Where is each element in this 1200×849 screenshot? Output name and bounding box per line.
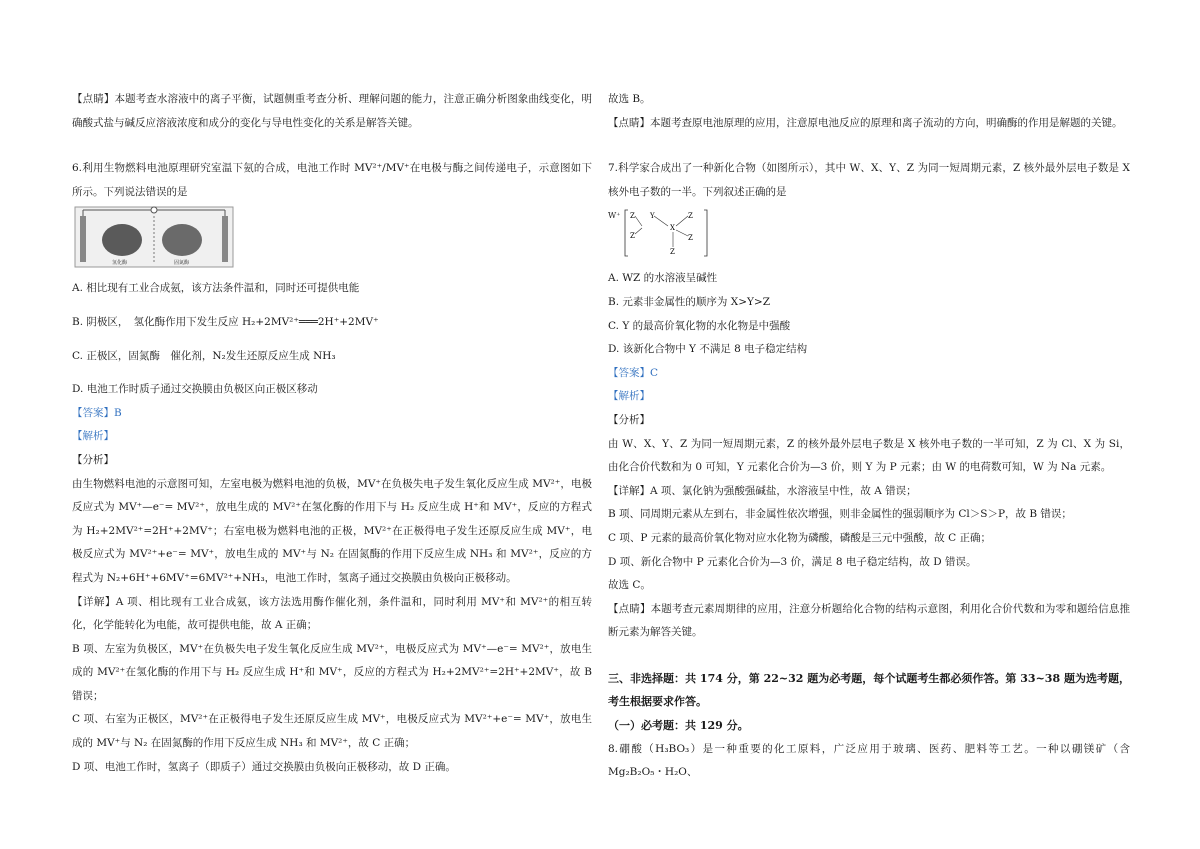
question-7-option-a: A. WZ 的水溶液呈碱性 (608, 272, 718, 285)
question-6-option-c: C. 正极区，固氮酶 催化剂，N₂发生还原反应生成 NH₃ (72, 349, 336, 362)
fenxi-text: 由生物燃料电池的示意图可知，左室电极为燃料电池的负极，MV⁺在负极失电子发生氧化反应生成 MV²⁺，电极反应式为 MV⁺—e⁻= MV²⁺，放电生成的 MV²⁺在氢化酶的作用下与 H₂ 反应生成 H⁺和 MV⁺，反应的方程式为 H₂+2MV²⁺=2H⁺+2MV⁺；右室电极为燃料电池的正极，MV²⁺在正极得电子发生还原反应生成 MV⁺，电极反应式为 MV²⁺+e⁻= MV⁺，放电生成的 MV⁺与 N₂ 在固氮酶的作用下反应生成 NH₃ 和 MV²⁺，反应的方程式为 N₂+6H⁺+6MV⁺=6MV²⁺+NH₃，电池工作时，氢离子通过交换膜由负极向正极移动。 (72, 477, 592, 584)
question-7-stem: 7.科学家合成出了一种新化合物（如图所示），其中 W、X、Y、Z 为同一短周期元素，Z 核外最外层电子数是 X 核外电子数的一半。下列叙述正确的是 (608, 162, 1130, 198)
figure-label-right: 固氮酶 (174, 260, 190, 267)
dianjing-paragraph-3: 【点睛】本题考查元素周期律的应用，注意分析题给化合物的结构示意图，利用化合价代数和为零和题给信息推断元素为解答关键。 (608, 602, 1130, 639)
question-6-option-a: A. 相比现有工业合成氨，该方法条件温和，同时还可提供电能 (72, 282, 360, 295)
detail-a-7: 【详解】A 项、氯化钠为强酸强碱盐，水溶液呈中性，故 A 错误； (608, 484, 917, 497)
section-required-heading: （一）必考题：共 129 分。 (608, 719, 749, 733)
question-7-option-b: B. 元素非金属性的顺序为 X>Y>Z (608, 295, 771, 308)
dianjing-paragraph: 【点睛】本题考查水溶液中的离子平衡，试题侧重考查分析、理解问题的能力，注意正确分析图象曲线变化，明确酸式盐与碱反应溶液浓度和成分的变化与导电性变化的关系是解答关键。 (72, 93, 592, 129)
analysis-label: 【解析】 (72, 430, 114, 443)
detail-d: D 项、电池工作时，氢离子（即质子）通过交换膜由负极向正极移动，故 D 正确。 (72, 760, 456, 773)
question-6-stem: 6.利用生物燃料电池原理研究室温下氨的合成，电池工作时 MV²⁺/MV⁺在电极与酶之间传递电子，示意图如下所示。下列说法错误的是 (72, 162, 592, 198)
left-column (72, 88, 592, 779)
fuel-cell-figure (74, 206, 234, 268)
compound-structure-figure (608, 204, 718, 260)
detail-a: 【详解】A 项、相比现有工业合成氨，该方法选用酶作催化剂，条件温和，同时利用 MV⁺和 MV²⁺的相互转化，化学能转化为电能，故可提供电能，故 A 正确； (72, 595, 592, 632)
question-7-option-d: D. 该新化合物中 Y 不满足 8 电子稳定结构 (608, 343, 808, 356)
figure-label-left: 氢化酶 (112, 260, 128, 267)
fenxi-label: 【分析】 (72, 453, 114, 466)
answer-label: 【答案】B (72, 406, 122, 419)
detail-c: C 项、右室为正极区，MV²⁺在正极得电子发生还原反应生成 MV⁺，电极反应式为 MV²⁺+e⁻= MV⁺，放电生成的 MV⁺与 N₂ 在固氮酶的作用下反应生成 NH₃ 和 MV²⁺，故 C 正确； (72, 713, 592, 750)
question-6-option-d: D. 电池工作时质子通过交换膜由负极区向正极区移动 (72, 383, 318, 396)
fenxi-label-7: 【分析】 (608, 413, 650, 426)
question-8-stem: 8.硼酸（H₃BO₃）是一种重要的化工原料，广泛应用于玻璃、医药、肥料等工艺。一种以硼镁矿（含 Mg₂B₂O₅・H₂O、 (608, 742, 1130, 779)
fenxi-text-7: 由 W、X、Y、Z 为同一短周期元素，Z 的核外最外层电子数是 X 核外电子数的一半可知，Z 为 Cl、X 为 Si，由化合价代数和为 0 可知，Y 元素化合价为—3 价，则 Y 为 P 元素；由 W 的电荷数可知，W 为 Na 元素。 (608, 437, 1130, 474)
choose-c: 故选 C。 (608, 579, 651, 592)
answer-label-7: 【答案】C (608, 366, 659, 379)
analysis-label-7: 【解析】 (608, 390, 650, 403)
detail-c-7: C 项、P 元素的最高价氧化物对应水化物为磷酸，磷酸是三元中强酸，故 C 正确； (608, 531, 991, 544)
question-6-option-b: B. 阴极区， 氢化酶作用下发生反应 H₂+2MV²⁺═══2H⁺+2MV⁺ (72, 315, 379, 328)
atom-z5: Z (670, 248, 675, 257)
atom-z1: Z (630, 212, 635, 221)
atom-z2: Z (630, 232, 635, 241)
atom-x: X (670, 224, 675, 233)
atom-y: Y (650, 212, 655, 221)
w-cation-label: W⁺ (608, 211, 621, 221)
right-column (608, 88, 1130, 785)
choose-b: 故选 B。 (608, 93, 651, 105)
section-three-heading: 三、非选择题：共 174 分，第 22~32 题为必考题，每个试题考生都必须作答。第 33~38 题为选考题，考生根据要求作答。 (608, 671, 1130, 709)
question-7-option-c: C. Y 的最高价氧化物的水化物是中强酸 (608, 319, 791, 332)
detail-d-7: D 项、新化合物中 P 元素化合价为—3 价，满足 8 电子稳定结构，故 D 错误。 (608, 555, 977, 568)
atom-z4: Z (688, 234, 693, 243)
atom-z3: Z (688, 212, 693, 221)
detail-b: B 项、左室为负极区，MV⁺在负极失电子发生氧化反应生成 MV²⁺，电极反应式为 MV⁺—e⁻= MV²⁺，放电生成的 MV²⁺在氢化酶的作用下与 H₂ 反应生成 H⁺和 MV⁺，反应的方程式为 H₂+2MV²⁺=2H⁺+2MV⁺，故 B 错误； (72, 642, 592, 702)
detail-b-7: B 项、同周期元素从左到右，非金属性依次增强，则非金属性的强弱顺序为 Cl＞S＞P，故 B 错误； (608, 508, 1072, 521)
dianjing-paragraph-2: 【点睛】本题考查原电池原理的应用，注意原电池反应的原理和离子流动的方向，明确酶的作用是解题的关键。 (608, 116, 1123, 129)
